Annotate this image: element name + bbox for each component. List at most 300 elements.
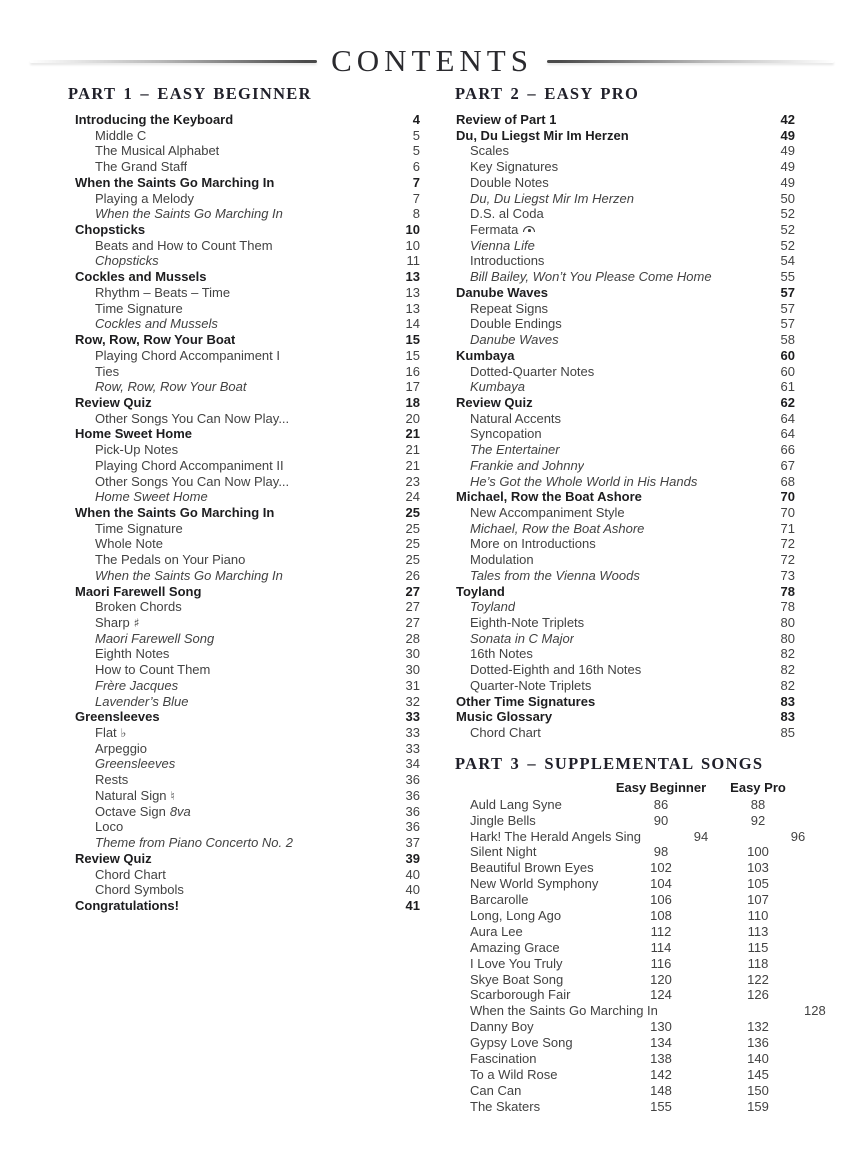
toc-entry-text: Toyland xyxy=(470,599,516,615)
toc-entry xyxy=(68,725,420,741)
toc-entry-label xyxy=(456,128,629,144)
toc-entry xyxy=(68,128,420,144)
toc-entry xyxy=(68,505,420,521)
toc-entry-text: Double Notes xyxy=(470,174,549,190)
toc-entry xyxy=(68,395,420,411)
page-number: 80 xyxy=(780,630,795,646)
part2-heading: PART 2 – EASY PRO xyxy=(455,84,640,103)
page-number: 39 xyxy=(405,850,420,866)
toc-entry xyxy=(68,269,420,285)
toc-entry-text: Modulation xyxy=(470,552,534,568)
page-number: 36 xyxy=(405,772,420,788)
toc-entry xyxy=(455,253,795,269)
part1-heading: PART 1 – EASY BEGINNER xyxy=(68,84,312,103)
toc-entry-text: 16th Notes xyxy=(470,646,533,662)
toc-entry xyxy=(68,253,420,269)
toc-entry-text: Du, Du Liegst Mir Im Herzen xyxy=(456,127,629,143)
empty-header-cell xyxy=(455,780,601,796)
toc-entry xyxy=(68,474,420,490)
toc-entry xyxy=(68,426,420,442)
toc-entry-label xyxy=(95,646,169,662)
toc-entry-text: Introductions xyxy=(470,253,545,269)
toc-entry xyxy=(455,379,795,395)
toc-entry xyxy=(455,725,795,741)
easy-beginner-page: 102 xyxy=(650,860,672,876)
toc-entry-text: Chord Symbols xyxy=(95,882,184,898)
toc-entry xyxy=(68,552,420,568)
song-title: Amazing Grace xyxy=(470,939,560,955)
page-number: 33 xyxy=(405,709,420,725)
toc-entry xyxy=(68,458,420,474)
toc-entry-label xyxy=(470,458,584,474)
easy-pro-page: 145 xyxy=(747,1066,769,1082)
toc-entry xyxy=(455,505,795,521)
toc-entry xyxy=(455,426,795,442)
toc-entry-label xyxy=(456,348,515,364)
song-title: I Love You Truly xyxy=(470,955,563,971)
page-number: 57 xyxy=(780,300,795,316)
song-title: Fascination xyxy=(470,1051,537,1066)
easy-beginner-page: 104 xyxy=(650,876,672,892)
toc-entry xyxy=(68,835,420,851)
toc-entry-label xyxy=(95,348,280,364)
easy-pro-page: 92 xyxy=(750,812,766,828)
toc-entry xyxy=(68,599,420,615)
toc-entry-label xyxy=(95,756,175,772)
toc-entry-text: Playing Chord Accompaniment II xyxy=(95,457,284,473)
page-number: 64 xyxy=(780,426,795,442)
toc-entry-label xyxy=(95,285,230,301)
page-number: 83 xyxy=(780,709,795,725)
toc-entry-label xyxy=(95,253,159,269)
toc-entry-text: Row, Row, Row Your Boat xyxy=(95,379,247,395)
page-number: 49 xyxy=(780,174,795,190)
toc-entry-text: Tales from the Vienna Woods xyxy=(470,567,640,583)
page-number: 83 xyxy=(780,693,795,709)
page-number: 54 xyxy=(780,253,795,269)
toc-entry-text: Time Signature xyxy=(95,520,183,536)
toc-entry xyxy=(68,568,420,584)
easy-beginner-page: 94 xyxy=(693,828,709,844)
toc-entry xyxy=(68,348,420,364)
toc-entry-label xyxy=(95,741,147,757)
page-number: 26 xyxy=(405,567,420,583)
page-number: 40 xyxy=(405,882,420,898)
toc-entry xyxy=(455,222,795,238)
toc-entry-label xyxy=(95,835,293,851)
toc-entry-label xyxy=(95,128,146,144)
toc-entry-label xyxy=(470,536,596,552)
toc-entry-label xyxy=(95,772,128,788)
toc-entry xyxy=(455,489,795,505)
page-number: 5 xyxy=(412,127,420,143)
toc-entry-label xyxy=(75,584,201,600)
song-row xyxy=(455,1003,826,1019)
toc-entry-text: Bill Bailey, Won’t You Please Come Home xyxy=(470,269,712,285)
toc-entry xyxy=(68,898,420,914)
part1-section xyxy=(68,84,420,1115)
toc-entry xyxy=(455,112,795,128)
toc-entry-label xyxy=(75,269,207,285)
song-title: Jingle Bells xyxy=(470,812,536,828)
song-title: Gypsy Love Song xyxy=(470,1035,573,1051)
toc-entry xyxy=(455,395,795,411)
toc-entry xyxy=(455,128,795,144)
toc-entry-text: When the Saints Go Marching In xyxy=(95,206,283,222)
page-number: 25 xyxy=(405,504,420,520)
toc-entry-text: Row, Row, Row Your Boat xyxy=(75,332,236,348)
toc-entry-text: Whole Note xyxy=(95,536,163,552)
toc-entry-label xyxy=(470,332,559,348)
toc-entry xyxy=(455,521,795,537)
part3-table-header xyxy=(455,780,795,796)
toc-entry xyxy=(455,175,795,191)
easy-beginner-page: 98 xyxy=(653,844,669,860)
toc-entry xyxy=(68,112,420,128)
song-title: New World Symphony xyxy=(470,876,599,892)
toc-entry xyxy=(455,332,795,348)
toc-entry-label xyxy=(75,222,145,238)
page-number: 82 xyxy=(780,677,795,693)
page-number: 36 xyxy=(405,819,420,835)
toc-entry-label xyxy=(95,191,194,207)
toc-entry-label xyxy=(95,599,182,615)
toc-entry xyxy=(68,379,420,395)
toc-entry xyxy=(68,143,420,159)
toc-entry-text: Rests xyxy=(95,772,129,788)
toc-entry xyxy=(455,599,795,615)
toc-entry xyxy=(68,175,420,191)
toc-entry xyxy=(455,615,795,631)
toc-entry xyxy=(455,191,795,207)
part2-toc-list xyxy=(455,112,795,741)
page-number: 49 xyxy=(780,143,795,159)
toc-entry-text: Home Sweet Home xyxy=(75,426,193,442)
easy-beginner-page: 124 xyxy=(650,987,672,1003)
easy-beginner-page: 148 xyxy=(650,1082,672,1098)
easy-beginner-page: 130 xyxy=(650,1019,672,1035)
toc-entry-label xyxy=(95,143,219,159)
toc-entry-label xyxy=(470,646,533,662)
toc-entry-label xyxy=(470,474,697,490)
page-number: 49 xyxy=(780,127,795,143)
toc-entry-text: Sharp xyxy=(95,615,130,630)
toc-entry-text: Other Time Signatures xyxy=(456,693,596,709)
toc-entry-text: The Grand Staff xyxy=(95,159,188,175)
easy-beginner-page xyxy=(658,1003,778,1019)
page-number: 15 xyxy=(405,347,420,363)
toc-entry xyxy=(68,536,420,552)
page-number: 72 xyxy=(780,552,795,568)
toc-entry xyxy=(68,301,420,317)
toc-entry-text: Syncopation xyxy=(470,426,542,442)
toc-entry-label xyxy=(95,316,218,332)
page-number: 64 xyxy=(780,410,795,426)
toc-entry-text: Natural Sign xyxy=(95,787,167,803)
toc-entry-label xyxy=(470,222,536,238)
toc-entry-label xyxy=(470,678,591,694)
toc-entry xyxy=(68,646,420,662)
toc-entry-label xyxy=(470,364,594,380)
toc-entry xyxy=(455,159,795,175)
easy-beginner-page: 108 xyxy=(650,907,672,923)
toc-entry xyxy=(455,411,795,427)
toc-entry xyxy=(68,332,420,348)
toc-entry-label xyxy=(470,269,712,285)
toc-entry xyxy=(68,694,420,710)
toc-entry xyxy=(455,584,795,600)
toc-entry-text: When the Saints Go Marching In xyxy=(95,567,283,583)
toc-entry-text: The Pedals on Your Piano xyxy=(95,552,246,568)
toc-entry-label xyxy=(95,725,126,742)
page-number: 21 xyxy=(405,426,420,442)
toc-entry xyxy=(68,238,420,254)
toc-entry xyxy=(455,364,795,380)
toc-entry xyxy=(68,521,420,537)
toc-entry-text: He’s Got the Whole World in His Hands xyxy=(470,473,698,489)
toc-entry-label xyxy=(95,662,210,678)
toc-entry xyxy=(68,631,420,647)
toc-entry xyxy=(68,804,420,820)
toc-entry-text: Danube Waves xyxy=(470,332,559,348)
toc-entry-label xyxy=(75,851,152,867)
toc-entry-text: Chopsticks xyxy=(75,222,146,238)
easy-beginner-page: 155 xyxy=(650,1098,672,1114)
page-number: 10 xyxy=(405,237,420,253)
toc-entry xyxy=(68,851,420,867)
easy-pro-page: 159 xyxy=(747,1098,769,1114)
toc-entry-label xyxy=(470,505,625,521)
toc-entry xyxy=(68,772,420,788)
toc-entry xyxy=(68,316,420,332)
page-number: 82 xyxy=(780,646,795,662)
toc-entry xyxy=(68,159,420,175)
toc-entry-label xyxy=(95,474,289,490)
toc-entry-text: D.S. al Coda xyxy=(470,206,544,222)
page-number: 73 xyxy=(780,567,795,583)
song-title: Skye Boat Song xyxy=(470,971,564,987)
page-number: 13 xyxy=(405,284,420,300)
page-number: 34 xyxy=(405,756,420,772)
toc-entry xyxy=(455,269,795,285)
toc-entry-label xyxy=(75,175,274,191)
song-title: Danny Boy xyxy=(470,1019,534,1035)
toc-entry-label xyxy=(95,458,284,474)
easy-pro-page: 132 xyxy=(747,1019,769,1035)
toc-entry-text: Maori Farewell Song xyxy=(75,583,202,599)
song-row xyxy=(455,1099,795,1115)
toc-entry-label xyxy=(95,489,208,505)
fermata-icon xyxy=(523,226,536,234)
toc-entry xyxy=(455,646,795,662)
toc-entry xyxy=(68,615,420,631)
toc-entry-text: Theme from Piano Concerto No. 2 xyxy=(95,835,293,851)
page-number: 50 xyxy=(780,190,795,206)
toc-entry-text: The Musical Alphabet xyxy=(95,143,220,159)
toc-entry-text: Du, Du Liegst Mir Im Herzen xyxy=(470,190,634,206)
easy-pro-page: 110 xyxy=(747,907,769,923)
easy-beginner-page: 116 xyxy=(650,955,672,971)
page-number: 33 xyxy=(405,725,420,741)
toc-entry xyxy=(455,348,795,364)
easy-beginner-page: 90 xyxy=(653,812,669,828)
toc-entry-text: Review Quiz xyxy=(456,394,533,410)
page-title: CONTENTS xyxy=(331,43,533,78)
page-number: 55 xyxy=(780,269,795,285)
easy-beginner-page: 134 xyxy=(650,1035,672,1051)
toc-entry-text: Other Songs You Can Now Play... xyxy=(95,410,290,426)
toc-entry xyxy=(455,285,795,301)
toc-entry-text: Key Signatures xyxy=(470,159,559,175)
toc-entry-label xyxy=(470,521,644,537)
page-number: 60 xyxy=(780,347,795,363)
easy-pro-page: 107 xyxy=(747,892,769,908)
toc-entry-text: Ties xyxy=(95,363,120,379)
easy-pro-page: 103 xyxy=(747,860,769,876)
song-row xyxy=(455,844,795,860)
toc-entry-label xyxy=(75,112,233,128)
contents-columns xyxy=(0,84,864,1115)
toc-entry-text: Dotted-Eighth and 16th Notes xyxy=(470,662,642,678)
toc-entry-text: Broken Chords xyxy=(95,599,182,615)
toc-entry-label xyxy=(470,599,515,615)
toc-entry-label xyxy=(95,804,191,820)
easy-beginner-page: 142 xyxy=(650,1066,672,1082)
toc-entry-label xyxy=(470,442,560,458)
page-number: 28 xyxy=(405,630,420,646)
toc-entry-text: Toyland xyxy=(456,583,505,599)
easy-beginner-page: 120 xyxy=(650,971,672,987)
song-row xyxy=(455,987,795,1003)
easy-pro-column-header: Easy Pro xyxy=(730,779,786,795)
song-row xyxy=(455,1067,795,1083)
toc-entry-label xyxy=(470,662,641,678)
toc-entry-label xyxy=(95,552,245,568)
page-number: 37 xyxy=(405,835,420,851)
toc-entry xyxy=(455,442,795,458)
toc-entry-label xyxy=(95,379,247,395)
page-number: 67 xyxy=(780,457,795,473)
easy-pro-page: 122 xyxy=(747,971,769,987)
easy-beginner-column-header: Easy Beginner xyxy=(615,779,707,795)
toc-entry xyxy=(68,788,420,804)
toc-entry xyxy=(455,474,795,490)
toc-entry xyxy=(68,709,420,725)
easy-pro-page: 136 xyxy=(747,1035,769,1051)
toc-entry xyxy=(68,882,420,898)
page-number: 41 xyxy=(405,897,420,913)
toc-entry-text: Home Sweet Home xyxy=(95,489,208,505)
toc-entry-label xyxy=(75,395,152,411)
toc-entry-label xyxy=(456,395,533,411)
toc-entry-label xyxy=(95,678,178,694)
toc-entry-text: Greensleeves xyxy=(75,709,160,725)
toc-entry-text: Greensleeves xyxy=(95,756,176,772)
easy-beginner-page: 106 xyxy=(650,892,672,908)
song-row xyxy=(455,892,795,908)
toc-entry-text: Kumbaya xyxy=(456,347,515,363)
easy-pro-page: 105 xyxy=(747,876,769,892)
toc-entry-label xyxy=(456,694,595,710)
toc-entry xyxy=(455,206,795,222)
page-number: 13 xyxy=(405,300,420,316)
toc-entry xyxy=(455,568,795,584)
song-row xyxy=(455,908,795,924)
toc-entry-label xyxy=(470,426,542,442)
page-number: 36 xyxy=(405,803,420,819)
song-title: Beautiful Brown Eyes xyxy=(470,860,594,876)
toc-entry-label xyxy=(456,584,505,600)
page-number: 16 xyxy=(405,363,420,379)
toc-entry-label xyxy=(95,536,163,552)
toc-entry xyxy=(68,285,420,301)
toc-entry-label xyxy=(95,788,175,805)
page-header xyxy=(30,44,834,78)
toc-entry-label xyxy=(75,898,179,914)
page-number: 27 xyxy=(405,599,420,615)
toc-entry-label xyxy=(95,882,184,898)
easy-beginner-page: 86 xyxy=(653,796,669,812)
toc-entry xyxy=(455,536,795,552)
toc-entry-label xyxy=(456,112,556,128)
toc-entry-label xyxy=(95,615,140,632)
page-number: 32 xyxy=(405,693,420,709)
song-row xyxy=(455,860,795,876)
toc-entry xyxy=(455,301,795,317)
toc-entry-label xyxy=(95,442,178,458)
toc-entry-text: When the Saints Go Marching In xyxy=(75,174,275,190)
page-number: 72 xyxy=(780,536,795,552)
toc-entry-label xyxy=(470,379,525,395)
song-row xyxy=(455,924,795,940)
toc-entry-text: Review Quiz xyxy=(75,850,152,866)
page-number: 70 xyxy=(780,504,795,520)
page-number: 24 xyxy=(405,489,420,505)
toc-entry-label xyxy=(456,285,548,301)
toc-entry xyxy=(68,584,420,600)
song-row xyxy=(455,876,795,892)
toc-entry-text: Frankie and Johnny xyxy=(470,457,585,473)
toc-entry-text: Lavender’s Blue xyxy=(95,693,189,709)
toc-entry-label xyxy=(95,568,283,584)
page-number: 52 xyxy=(780,237,795,253)
toc-entry-label xyxy=(95,819,123,835)
page-number: 31 xyxy=(405,677,420,693)
page-number: 5 xyxy=(412,143,420,159)
toc-entry-label xyxy=(95,521,183,537)
toc-entry-text: Eighth-Note Triplets xyxy=(470,615,585,630)
toc-entry-text: Chopsticks xyxy=(95,253,159,269)
accidental-symbol: ♯ xyxy=(133,616,140,630)
toc-entry-label xyxy=(470,253,544,269)
page-number: 78 xyxy=(780,599,795,615)
toc-entry-label xyxy=(95,694,188,710)
page-number: 14 xyxy=(405,316,420,332)
page-number: 11 xyxy=(406,253,420,269)
part3-heading: PART 3 – SUPPLEMENTAL SONGS xyxy=(455,753,764,773)
toc-entry-text: Beats and How to Count Them xyxy=(95,237,273,253)
page-number: 40 xyxy=(405,866,420,882)
toc-entry-label xyxy=(470,411,561,427)
toc-entry-label xyxy=(470,301,548,317)
toc-entry-text: Sonata in C Major xyxy=(470,630,575,646)
toc-entry-label xyxy=(95,238,273,254)
toc-entry-label xyxy=(470,159,558,175)
page-number: 71 xyxy=(780,520,795,536)
toc-entry xyxy=(68,678,420,694)
page-number: 7 xyxy=(412,174,420,190)
song-row xyxy=(455,1051,795,1067)
